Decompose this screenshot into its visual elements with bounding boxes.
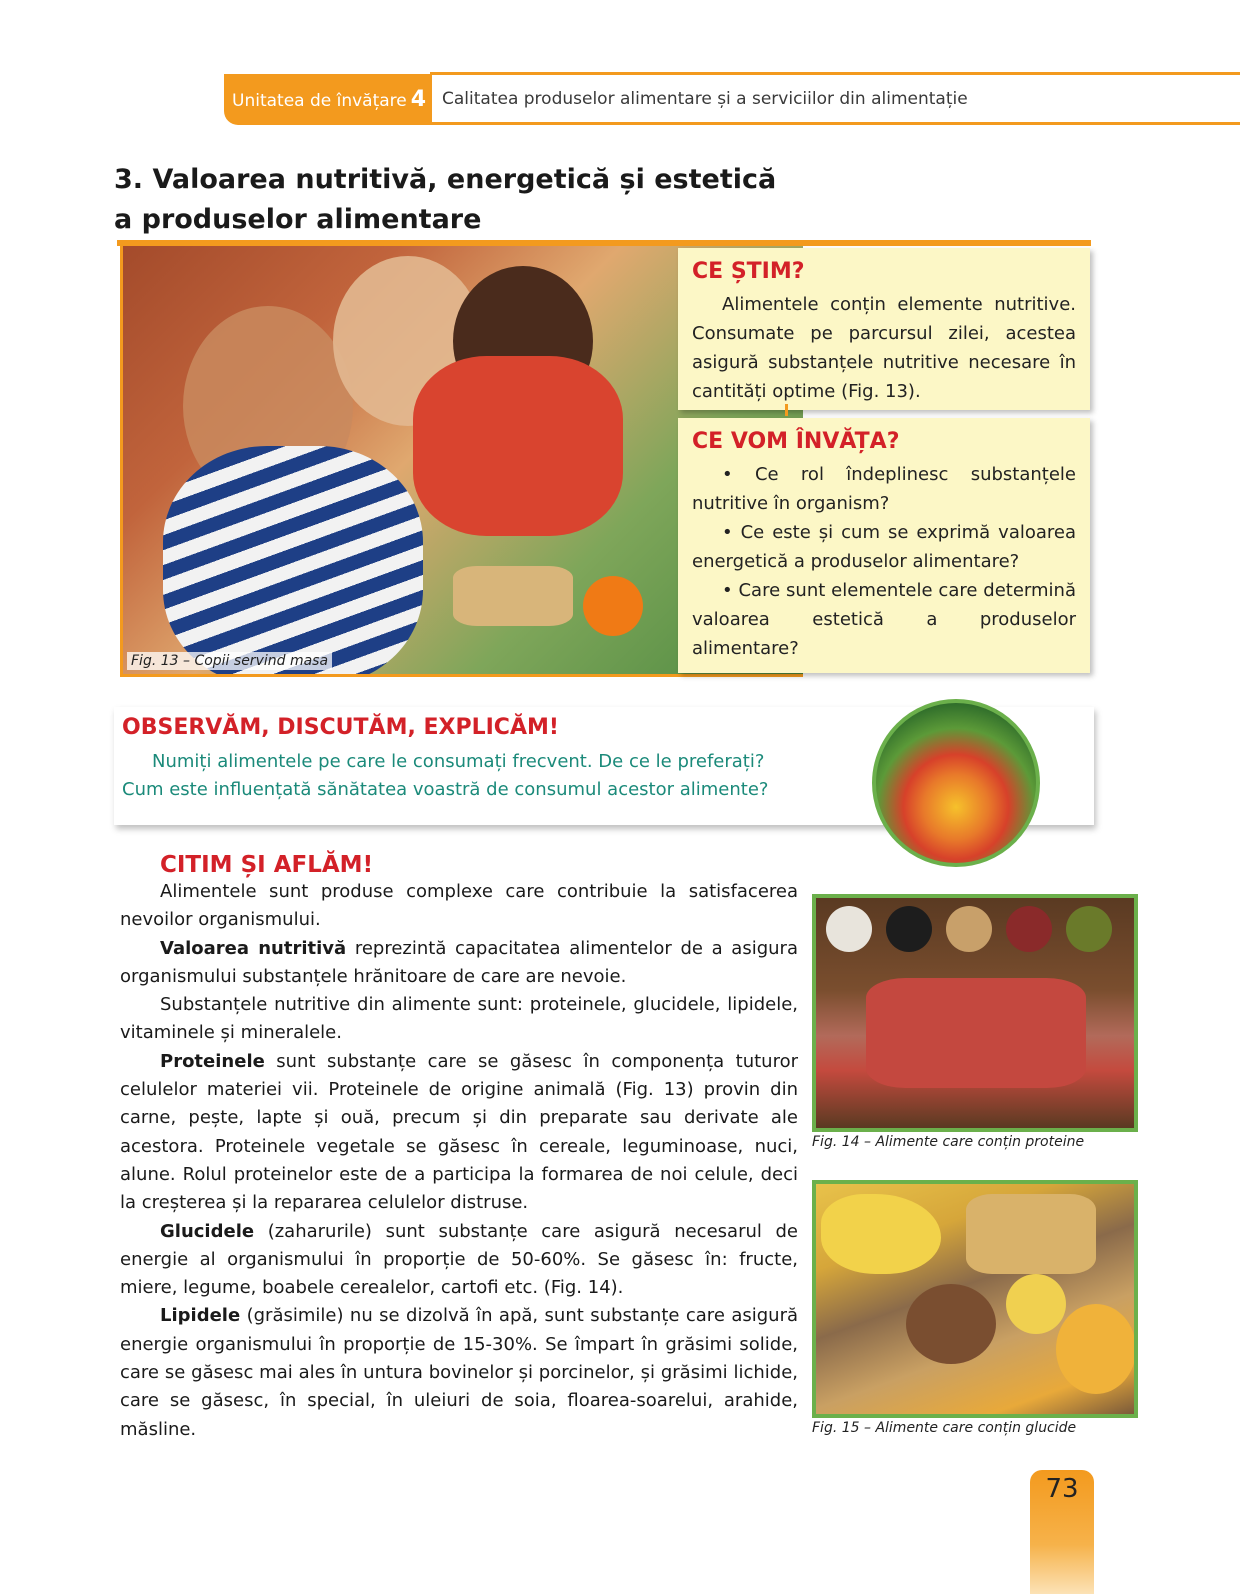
protein-foods-photo bbox=[812, 894, 1138, 1132]
paragraph-3: Substanțele nutritive din alimente sunt: proteinele, glucidele, lipidele, vitaminele și mineralele. bbox=[120, 994, 798, 1044]
paragraph-1: Alimentele sunt produse complexe care contribuie la satisfacerea nevoilor organismului. bbox=[120, 881, 798, 931]
unit-label: Unitatea de învățare bbox=[232, 91, 407, 111]
unit-tab bbox=[224, 74, 432, 125]
ce-vom-heading: CE VOM ÎNVĂȚA? bbox=[692, 429, 900, 454]
fig15-caption: Fig. 15 – Alimente care conțin glucide bbox=[812, 1420, 1077, 1436]
term-valoarea-nutritiva: Valoarea nutritivă bbox=[160, 937, 347, 959]
paragraph-4-text: sunt substanțe care se găsesc în componența tuturor celulelor materiei vii. Proteinele de origine animală (Fig. 13) provin din carne, pește, lapte și ouă, precum și din preparate sau derivate ale acestora. Proteinele vegetale se găsesc în cereale, leguminoase, nuci, alune. Rolul proteinelor este de a participa la formarea de noi celule, deci la creșterea și la repararea celulelor distruse. bbox=[120, 1050, 798, 1214]
photo-bowl-salt bbox=[826, 906, 872, 952]
section-title-line2: a produselor alimentare bbox=[114, 204, 482, 235]
fig13-caption: Fig. 13 – Copii servind masa bbox=[127, 652, 332, 670]
header-title: Calitatea produselor alimentare și a serviciilor din alimentație bbox=[442, 89, 968, 109]
photo-orange bbox=[583, 576, 643, 636]
term-lipidele: Lipidele bbox=[160, 1305, 241, 1327]
ce-vom-item-1: • Ce rol îndeplinesc substanțele nutritive în organism? bbox=[692, 464, 1076, 514]
box-connector bbox=[785, 404, 788, 416]
observam-heading: OBSERVĂM, DISCUTĂM, EXPLICĂM! bbox=[122, 715, 559, 740]
term-glucidele: Glucidele bbox=[160, 1220, 255, 1242]
observam-line1: Numiți alimentele pe care le consumați frecvent. De ce le preferați? bbox=[152, 751, 765, 772]
paragraph-4 bbox=[120, 1048, 798, 1218]
photo-meat-board bbox=[866, 978, 1086, 1088]
section-title-line1: 3. Valoarea nutritivă, energetică și estetică bbox=[114, 164, 777, 195]
citim-heading: CITIM ȘI AFLĂM! bbox=[160, 852, 374, 878]
photo-bowl-red-beans bbox=[1006, 906, 1052, 952]
body-text bbox=[120, 878, 798, 1444]
ce-vom-item-2: • Ce este și cum se exprimă valoarea energetică a produselor alimentare? bbox=[692, 522, 1076, 572]
photo-potatoes bbox=[966, 1194, 1096, 1274]
ce-vom-invata-box bbox=[678, 418, 1090, 673]
fig14-caption: Fig. 14 – Alimente care conțin proteine bbox=[812, 1134, 1085, 1150]
photo-bowl-lentils bbox=[1066, 906, 1112, 952]
photo-bananas bbox=[821, 1194, 941, 1274]
observam-text bbox=[122, 748, 842, 804]
paragraph-2-text: reprezintă capacitatea alimentelor de a asigura organismului substanțele hrănitoare de care are nevoie. bbox=[120, 937, 798, 987]
term-proteinele: Proteinele bbox=[160, 1050, 265, 1072]
ce-stim-text: Alimentele conțin elemente nutritive. Consumate pe parcursul zilei, acestea asigură substanțele nutritive necesare în cantități optime (Fig. 13). bbox=[692, 294, 1076, 402]
photo-sandwich bbox=[453, 566, 573, 626]
paragraph-2 bbox=[120, 935, 798, 992]
ce-stim-heading: CE ȘTIM? bbox=[692, 259, 805, 284]
paragraph-6-text: (grăsimile) nu se dizolvă în apă, sunt substanțe care asigură energie organismului în proporție de 15-30%. Se împart în grăsimi solide, care se găsesc mai ales în untura bovinelor și porcinelor, și grăsimi lichide, care se găsesc, în special, în uleiuri de soia, floarea-soarelui, arahide, măsline. bbox=[120, 1305, 798, 1440]
photo-bowl-nuts bbox=[946, 906, 992, 952]
ce-vom-item-3: • Care sunt elementele care determină valoarea estetică a produselor alimentare? bbox=[692, 580, 1076, 659]
photo-red-shirt bbox=[413, 356, 623, 536]
photo-striped-shirt bbox=[163, 446, 423, 677]
section-title bbox=[114, 160, 834, 240]
photo-bowl-beans bbox=[886, 906, 932, 952]
photo-cornmeal bbox=[1006, 1274, 1066, 1334]
unit-number: 4 bbox=[410, 87, 427, 112]
photo-bread bbox=[906, 1284, 996, 1364]
photo-pasta bbox=[1056, 1304, 1136, 1394]
observam-line2: Cum este influențată sănătatea voastră de consumul acestor alimente? bbox=[122, 779, 769, 800]
ce-stim-box bbox=[678, 248, 1090, 410]
paragraph-5-text: (zaharurile) sunt substanțe care asigură necesarul de energie al organismului în proporție de 50-60%. Se găsesc în: fructe, miere, legume, boabele cerealelor, cartofi etc. (Fig. 14). bbox=[120, 1220, 798, 1299]
paragraph-5 bbox=[120, 1218, 798, 1303]
salad-circle-photo bbox=[872, 699, 1040, 867]
carb-foods-photo bbox=[812, 1180, 1138, 1418]
paragraph-6 bbox=[120, 1302, 798, 1443]
page-number: 73 bbox=[1045, 1474, 1079, 1504]
